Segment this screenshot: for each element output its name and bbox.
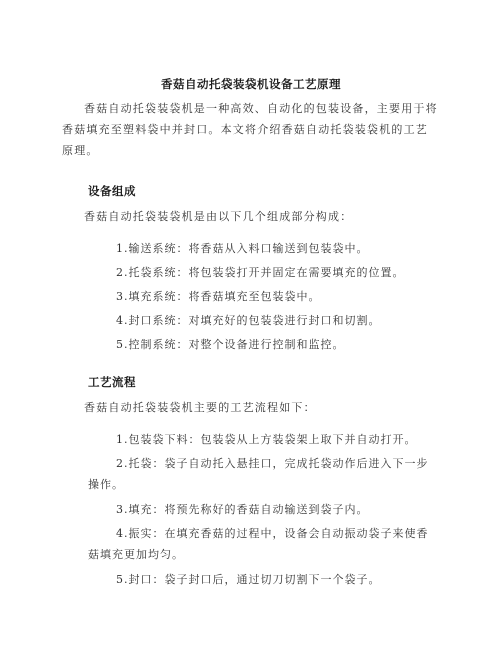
list-item: 4.振实：在填充香菇的过程中，设备会自动振动袋子来使香菇填充更加均匀。 xyxy=(88,527,429,561)
list-item: 2.托袋系统：将包装袋打开并固定在需要填充的位置。 xyxy=(116,266,405,279)
intro-paragraph: 香菇自动托袋装袋机是一种高效、自动化的包装设备，主要用于将香菇填充至塑料袋中并封口。本文将介绍香菇自动托袋装袋机的工艺原理。 xyxy=(62,102,438,157)
list-item: 4.封口系统：对填充好的包装袋进行封口和切割。 xyxy=(116,314,381,327)
list-item: 1.输送系统：将香菇从入料口输送到包装袋中。 xyxy=(116,242,369,255)
process-intro: 香菇自动托袋装袋机主要的工艺流程如下： xyxy=(84,401,316,414)
document-title: 香菇自动托袋装袋机设备工艺原理 xyxy=(161,77,341,91)
list-item: 5.控制系统：对整个设备进行控制和监控。 xyxy=(116,338,345,351)
list-item: 5.封口：袋子封口后，通过切刀切割下一个袋子。 xyxy=(116,573,381,586)
section-heading-composition: 设备组成 xyxy=(88,184,136,198)
list-item: 1.包装袋下料：包装袋从上方装袋架上取下并自动打开。 xyxy=(116,433,417,446)
list-item: 2.托袋：袋子自动托入悬挂口，完成托袋动作后进入下一步操作。 xyxy=(88,457,429,491)
list-item: 3.填充：将预先称好的香菇自动输送到袋子内。 xyxy=(116,503,369,516)
list-item: 3.填充系统：将香菇填充至包装袋中。 xyxy=(116,290,321,303)
section-heading-process: 工艺流程 xyxy=(88,375,136,389)
composition-intro: 香菇自动托袋装袋机是由以下几个组成部分构成： xyxy=(84,210,353,223)
